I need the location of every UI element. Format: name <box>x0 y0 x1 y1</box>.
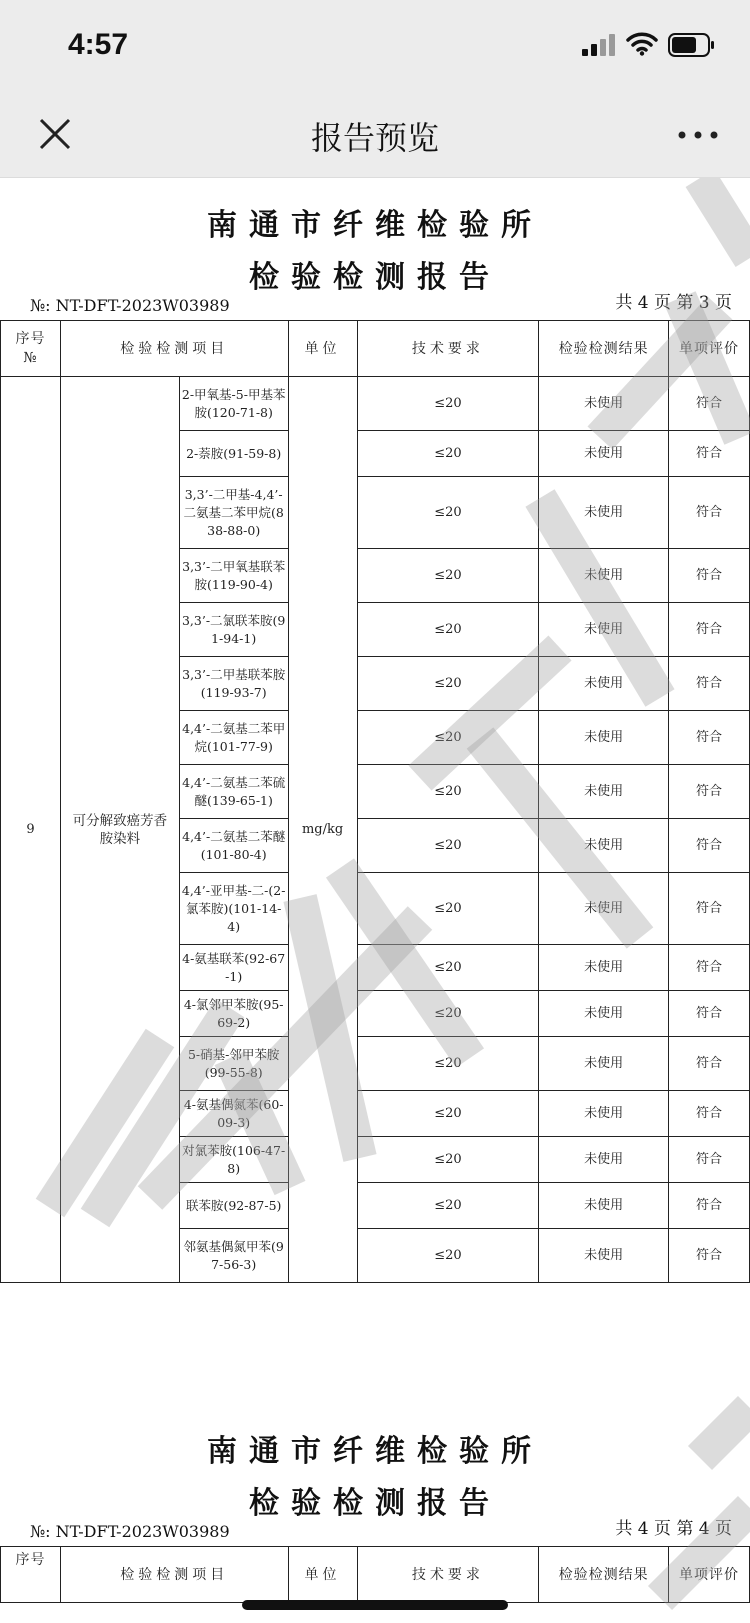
cell-result: 未使用 <box>539 603 669 657</box>
cell-evaluation: 符合 <box>669 1229 750 1283</box>
cell-item-name: 3,3’-二甲氧基联苯胺(119-90-4) <box>179 549 288 603</box>
cell-result: 未使用 <box>539 1091 669 1137</box>
cell-evaluation: 符合 <box>669 819 750 873</box>
cell-item-name: 3,3’-二甲基联苯胺(119-93-7) <box>179 657 288 711</box>
status-bar <box>0 0 750 95</box>
cell-requirement: ≤20 <box>357 1229 539 1283</box>
cell-evaluation: 符合 <box>669 1037 750 1091</box>
cell-evaluation: 符合 <box>669 657 750 711</box>
cell-item-name: 4-氨基偶氮苯(60-09-3) <box>179 1091 288 1137</box>
header-item: 检验检测项目 <box>60 321 288 377</box>
report-page-number-page4: 共 4 页 第 4 页 <box>615 1519 732 1539</box>
cell-item-name: 2-萘胺(91-59-8) <box>179 431 288 477</box>
cell-result: 未使用 <box>539 945 669 991</box>
cell-result: 未使用 <box>539 377 669 431</box>
cell-result: 未使用 <box>539 765 669 819</box>
cell-requirement: ≤20 <box>357 1137 539 1183</box>
cell-result: 未使用 <box>539 711 669 765</box>
cell-requirement: ≤20 <box>357 1091 539 1137</box>
cell-result: 未使用 <box>539 549 669 603</box>
table-row <box>1 377 750 431</box>
cell-item-name: 3,3’-二氯联苯胺(91-94-1) <box>179 603 288 657</box>
report-page-number: 共 4 页 第 3 页 <box>615 293 732 313</box>
report-doc-number-page4: №: NT-DFT-2023W03989 <box>30 1522 230 1541</box>
cell-evaluation: 符合 <box>669 1183 750 1229</box>
cell-evaluation: 符合 <box>669 431 750 477</box>
cell-evaluation: 符合 <box>669 765 750 819</box>
cell-requirement: ≤20 <box>357 991 539 1037</box>
cell-requirement: ≤20 <box>357 945 539 991</box>
table-header-row <box>1 321 750 377</box>
cell-item-name: 4,4’-亚甲基-二-(2-氯苯胺)(101-14-4) <box>179 873 288 945</box>
nav-bar <box>0 95 750 178</box>
cell-requirement: ≤20 <box>357 603 539 657</box>
header-requirement: 技术要求 <box>357 1547 539 1603</box>
header-item: 检验检测项目 <box>60 1547 288 1603</box>
cell-evaluation: 符合 <box>669 549 750 603</box>
cell-requirement: ≤20 <box>357 765 539 819</box>
cell-requirement: ≤20 <box>357 711 539 765</box>
report-table <box>0 320 750 1283</box>
cell-item-name: 邻氨基偶氮甲苯(97-56-3) <box>179 1229 288 1283</box>
report-doc-number: №: NT-DFT-2023W03989 <box>30 296 230 315</box>
cell-result: 未使用 <box>539 431 669 477</box>
cell-evaluation: 符合 <box>669 1091 750 1137</box>
cell-evaluation: 符合 <box>669 873 750 945</box>
cell-requirement: ≤20 <box>357 1037 539 1091</box>
cell-evaluation: 符合 <box>669 945 750 991</box>
cellular-signal-icon <box>582 34 616 56</box>
report-org-name-page4: 南通市纤维检验所 <box>207 1434 543 1469</box>
header-unit: 单位 <box>288 1547 357 1603</box>
cell-result: 未使用 <box>539 873 669 945</box>
wifi-icon <box>626 32 658 56</box>
cell-result: 未使用 <box>539 819 669 873</box>
home-indicator[interactable] <box>242 1600 508 1610</box>
cell-requirement: ≤20 <box>357 549 539 603</box>
cell-requirement: ≤20 <box>357 873 539 945</box>
cell-item-name: 4-氨基联苯(92-67-1) <box>179 945 288 991</box>
header-unit: 单位 <box>288 321 357 377</box>
cell-unit: mg/kg <box>288 377 357 1283</box>
cell-category: 可分解致癌芳香胺染料 <box>60 377 179 1283</box>
header-evaluation: 单项评价 <box>669 321 750 377</box>
cell-requirement: ≤20 <box>357 431 539 477</box>
cell-requirement: ≤20 <box>357 819 539 873</box>
cell-requirement: ≤20 <box>357 657 539 711</box>
cell-result: 未使用 <box>539 1037 669 1091</box>
cell-result: 未使用 <box>539 1229 669 1283</box>
cell-item-name: 2-甲氧基-5-甲基苯胺(120-71-8) <box>179 377 288 431</box>
header-evaluation: 单项评价 <box>669 1547 750 1603</box>
cell-result: 未使用 <box>539 477 669 549</box>
header-requirement: 技术要求 <box>357 321 539 377</box>
report-table-page4 <box>0 1546 750 1603</box>
header-result: 检验检测结果 <box>539 321 669 377</box>
header-result: 检验检测结果 <box>539 1547 669 1603</box>
header-serial: 序号 <box>1 1547 61 1603</box>
cell-item-name: 4,4’-二氨基二苯硫醚(139-65-1) <box>179 765 288 819</box>
cell-evaluation: 符合 <box>669 603 750 657</box>
cell-result: 未使用 <box>539 1137 669 1183</box>
cell-evaluation: 符合 <box>669 1137 750 1183</box>
cell-result: 未使用 <box>539 657 669 711</box>
cell-result: 未使用 <box>539 1183 669 1229</box>
more-options-icon[interactable] <box>674 117 722 153</box>
cell-evaluation: 符合 <box>669 477 750 549</box>
cell-requirement: ≤20 <box>357 377 539 431</box>
cell-evaluation: 符合 <box>669 711 750 765</box>
table-header-row <box>1 1547 750 1603</box>
cell-result: 未使用 <box>539 991 669 1037</box>
cell-requirement: ≤20 <box>357 1183 539 1229</box>
report-title: 检验检测报告 <box>249 260 501 295</box>
report-preview[interactable] <box>0 178 750 1623</box>
cell-item-name: 5-硝基-邻甲苯胺(99-55-8) <box>179 1037 288 1091</box>
cell-evaluation: 符合 <box>669 991 750 1037</box>
status-time: 4:57 <box>68 28 129 61</box>
cell-item-name: 3,3’-二甲基-4,4’-二氨基二苯甲烷(838-88-0) <box>179 477 288 549</box>
header-serial: 序号 № <box>1 321 61 377</box>
page-title: 报告预览 <box>310 119 439 157</box>
cell-item-name: 对氯苯胺(106-47-8) <box>179 1137 288 1183</box>
cell-serial-number: 9 <box>1 377 61 1283</box>
cell-item-name: 4,4’-二氨基二苯醚(101-80-4) <box>179 819 288 873</box>
cell-item-name: 4-氯邻甲苯胺(95-69-2) <box>179 991 288 1037</box>
report-org-name: 南通市纤维检验所 <box>207 208 543 243</box>
cell-evaluation: 符合 <box>669 377 750 431</box>
cell-item-name: 4,4’-二氨基二苯甲烷(101-77-9) <box>179 711 288 765</box>
cell-item-name: 联苯胺(92-87-5) <box>179 1183 288 1229</box>
report-title-page4: 检验检测报告 <box>249 1486 501 1521</box>
cell-requirement: ≤20 <box>357 477 539 549</box>
battery-icon <box>668 32 716 58</box>
